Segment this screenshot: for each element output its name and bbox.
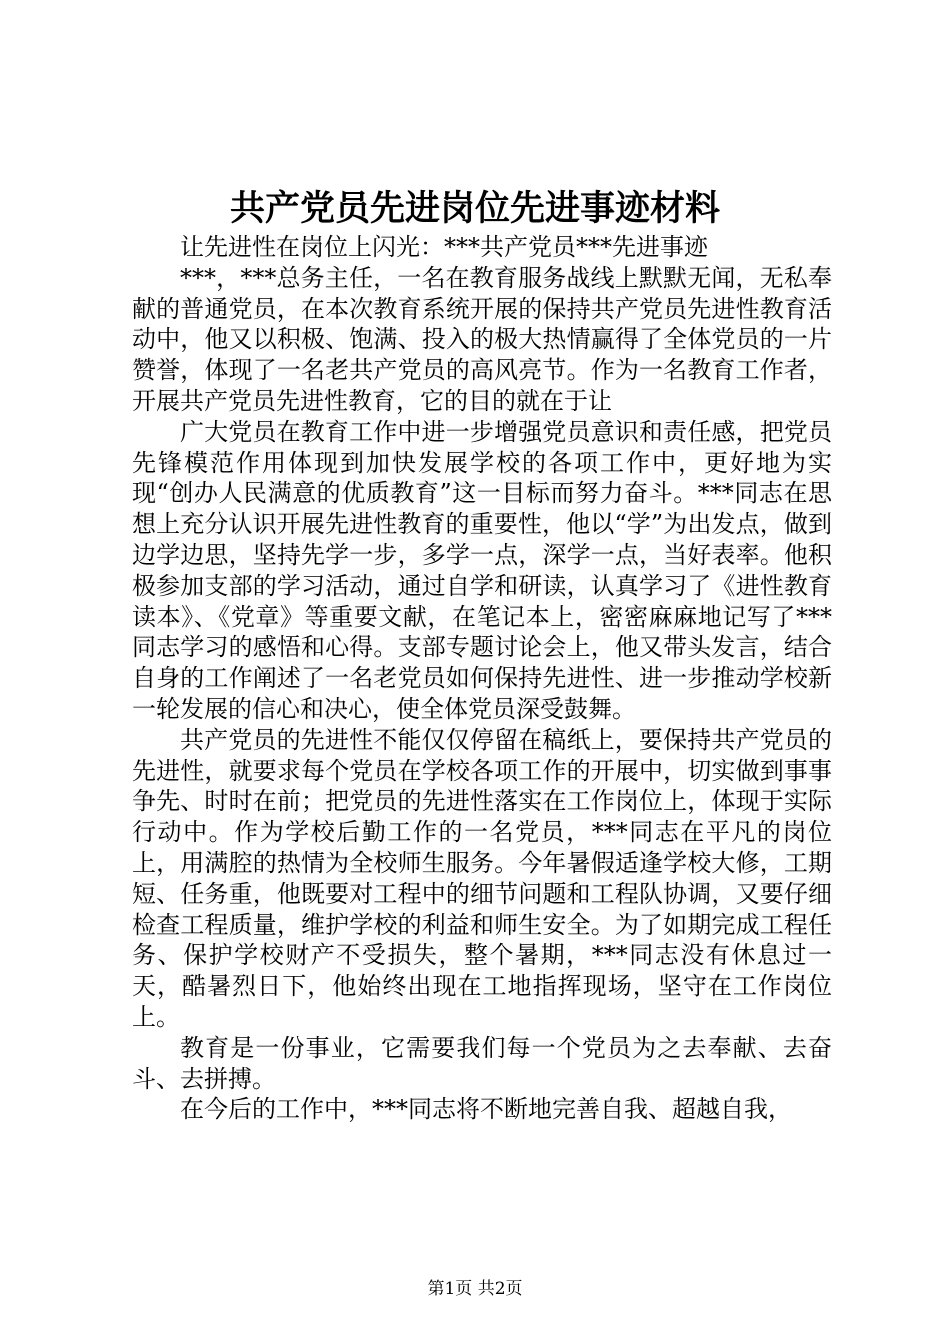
paragraph: 在今后的工作中，***同志将不断地完善自我、超越自我， <box>180 1095 792 1124</box>
paragraph: 教育是一份事业，它需要我们每一个党员为之去奉献、去奋斗、去拼搏。 <box>132 1033 832 1093</box>
page-footer: 第1页 共2页 <box>427 1279 523 1299</box>
page-title: 共产党员先进岗位先进事迹材料 <box>229 188 720 229</box>
paragraph-subtitle: 让先进性在岗位上闪光：***共产党员***先进事迹 <box>180 233 708 261</box>
document-body <box>132 232 832 1125</box>
paragraph: ***，***总务主任，一名在教育服务战线上默默无闻，无私奉献的普通党员，在本次教育系统开展的保持共产党员先进性教育活动中，他又以积极、饱满、投入的极大热情赢得了全体党员的一片赞誉，体现了一名老共产党员的高风亮节。作为一名教育工作者，开展共产党员先进性教育，它的目的就在于让 <box>132 263 832 415</box>
paragraph: 共产党员的先进性不能仅仅停留在稿纸上，要保持共产党员的先进性，就要求每个党员在学校各项工作的开展中，切实做到事事争先、时时在前；把党员的先进性落实在工作岗位上，体现于实际行动中。作为学校后勤工作的一名党员，***同志在平凡的岗位上，用满腔的热情为全校师生服务。今年暑假适逢学校大修，工期短、任务重，他既要对工程中的细节问题和工程队协调，又要仔细检查工程质量，维护学校的利益和师生安全。为了如期完成工程任务、保护学校财产不受损失，整个暑期，***同志没有休息过一天，酷暑烈日下，他始终出现在工地指挥现场，坚守在工作岗位上。 <box>132 725 832 1031</box>
paragraph: 广大党员在教育工作中进一步增强党员意识和责任感，把党员先锋模范作用体现到加快发展学校的各项工作中，更好地为实现“创办人民满意的优质教育”这一目标而努力奋斗。***同志在思想上充分认识开展先进性教育的重要性，他以“学”为出发点，做到边学边思，坚持先学一步，多学一点，深学一点，当好表率。他积极参加支部的学习活动，通过自学和研读，认真学习了《进性教育读本》、《党章》等重要文献，在笔记本上，密密麻麻地记写了***同志学习的感悟和心得。支部专题讨论会上，他又带头发言，结合自身的工作阐述了一名老党员如何保持先进性、进一步推动学校新一轮发展的信心和决心，使全体党员深受鼓舞。 <box>132 417 832 723</box>
